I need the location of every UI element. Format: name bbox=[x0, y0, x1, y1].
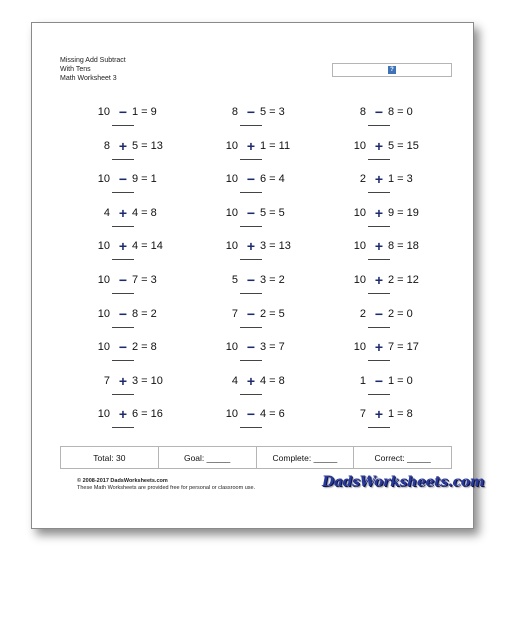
answer-blank[interactable] bbox=[368, 394, 390, 395]
first-operand: 10 bbox=[97, 173, 110, 186]
first-operand: 8 bbox=[359, 106, 366, 118]
operator-sign: − bbox=[246, 272, 256, 288]
first-operand: 7 bbox=[231, 307, 238, 320]
second-operand-and-result: 1 = 11 bbox=[260, 139, 291, 152]
problem bbox=[220, 137, 320, 171]
problem bbox=[92, 237, 192, 271]
first-operand: 7 bbox=[103, 374, 110, 387]
answer-blank[interactable] bbox=[240, 360, 262, 361]
problem-row bbox=[32, 204, 473, 238]
operator-sign: − bbox=[246, 104, 256, 120]
answer-blank[interactable] bbox=[368, 159, 390, 160]
problem-row bbox=[32, 137, 473, 171]
usage-note: These Math Worksheets are provided free for personal or classroom use. bbox=[77, 485, 256, 491]
copyright bbox=[77, 478, 255, 492]
first-operand: 10 bbox=[97, 240, 110, 253]
answer-blank[interactable] bbox=[240, 327, 262, 328]
problem bbox=[348, 170, 448, 204]
problem-row bbox=[32, 372, 473, 406]
second-operand-and-result: 1 = 0 bbox=[388, 374, 413, 387]
operator-sign: + bbox=[118, 238, 128, 255]
problem bbox=[220, 170, 320, 204]
second-operand-and-result: 1 = 3 bbox=[388, 173, 413, 186]
worksheet-subtitle: With Tens bbox=[60, 66, 91, 73]
answer-blank[interactable] bbox=[112, 394, 134, 395]
answer-blank[interactable] bbox=[112, 327, 134, 328]
first-operand: 7 bbox=[359, 408, 366, 421]
second-operand-and-result: 8 = 18 bbox=[388, 240, 419, 253]
problem-row bbox=[32, 305, 473, 339]
second-operand-and-result: 4 = 6 bbox=[260, 408, 285, 421]
first-operand: 10 bbox=[225, 240, 238, 253]
answer-blank[interactable] bbox=[368, 293, 390, 294]
problem-row bbox=[32, 170, 473, 204]
operator-sign: + bbox=[374, 238, 384, 255]
operator-sign: + bbox=[118, 204, 128, 221]
answer-blank[interactable] bbox=[368, 360, 390, 361]
problem-row bbox=[32, 271, 473, 305]
second-operand-and-result: 2 = 0 bbox=[388, 307, 413, 320]
problem bbox=[92, 170, 192, 204]
worksheet-number: Math Worksheet 3 bbox=[60, 75, 117, 82]
second-operand-and-result: 3 = 13 bbox=[260, 240, 291, 253]
first-operand: 2 bbox=[359, 307, 366, 320]
first-operand: 10 bbox=[97, 274, 110, 286]
complete-cell: Complete: _____ bbox=[257, 447, 355, 468]
answer-blank[interactable] bbox=[368, 226, 390, 227]
second-operand-and-result: 8 = 0 bbox=[388, 106, 413, 118]
answer-blank[interactable] bbox=[368, 427, 390, 428]
operator-sign: − bbox=[246, 204, 256, 221]
problem-row bbox=[32, 405, 473, 439]
first-operand: 4 bbox=[103, 206, 110, 219]
answer-blank[interactable] bbox=[240, 226, 262, 227]
second-operand-and-result: 3 = 7 bbox=[260, 341, 285, 354]
second-operand-and-result: 1 = 9 bbox=[132, 106, 157, 118]
second-operand-and-result: 3 = 10 bbox=[132, 374, 163, 387]
first-operand: 10 bbox=[97, 341, 110, 354]
second-operand-and-result: 7 = 17 bbox=[388, 341, 419, 354]
problem bbox=[92, 305, 192, 339]
second-operand-and-result: 8 = 2 bbox=[132, 307, 157, 320]
first-operand: 10 bbox=[353, 341, 366, 354]
second-operand-and-result: 5 = 15 bbox=[388, 139, 419, 152]
problem bbox=[92, 405, 192, 439]
operator-sign: − bbox=[118, 305, 128, 322]
second-operand-and-result: 9 = 19 bbox=[388, 206, 419, 219]
second-operand-and-result: 4 = 8 bbox=[260, 374, 285, 387]
problem bbox=[348, 103, 448, 137]
second-operand-and-result: 5 = 3 bbox=[260, 106, 285, 118]
copyright-line: © 2008-2017 DadsWorksheets.com bbox=[77, 478, 168, 484]
second-operand-and-result: 5 = 5 bbox=[260, 206, 285, 219]
operator-sign: − bbox=[374, 305, 384, 322]
answer-blank[interactable] bbox=[112, 159, 134, 160]
problem bbox=[92, 338, 192, 372]
answer-blank[interactable] bbox=[240, 125, 262, 126]
first-operand: 10 bbox=[353, 274, 366, 286]
operator-sign: + bbox=[374, 339, 384, 356]
problem bbox=[348, 204, 448, 238]
first-operand: 10 bbox=[353, 240, 366, 253]
first-operand: 10 bbox=[225, 139, 238, 152]
second-operand-and-result: 6 = 4 bbox=[260, 173, 285, 186]
answer-blank[interactable] bbox=[112, 259, 134, 260]
problem-row bbox=[32, 237, 473, 271]
second-operand-and-result: 3 = 2 bbox=[260, 274, 285, 286]
operator-sign: + bbox=[246, 137, 256, 154]
problem bbox=[348, 271, 448, 305]
problem bbox=[348, 305, 448, 339]
operator-sign: − bbox=[118, 171, 128, 188]
second-operand-and-result: 7 = 3 bbox=[132, 274, 157, 286]
second-operand-and-result: 6 = 16 bbox=[132, 408, 163, 421]
first-operand: 10 bbox=[225, 341, 238, 354]
first-operand: 1 bbox=[359, 374, 366, 387]
answer-blank[interactable] bbox=[240, 259, 262, 260]
worksheet-header bbox=[60, 56, 126, 83]
first-operand: 10 bbox=[97, 106, 110, 118]
second-operand-and-result: 2 = 12 bbox=[388, 274, 419, 286]
total-cell: Total: 30 bbox=[61, 447, 159, 468]
answer-blank[interactable] bbox=[240, 293, 262, 294]
second-operand-and-result: 1 = 8 bbox=[388, 408, 413, 421]
operator-sign: + bbox=[246, 372, 256, 389]
problem bbox=[220, 103, 320, 137]
first-operand: 10 bbox=[97, 307, 110, 320]
problem bbox=[348, 338, 448, 372]
first-operand: 10 bbox=[353, 139, 366, 152]
operator-sign: + bbox=[374, 171, 384, 188]
problem bbox=[220, 305, 320, 339]
worksheet-page bbox=[31, 22, 485, 529]
operator-sign: − bbox=[246, 305, 256, 322]
problem bbox=[348, 405, 448, 439]
operator-sign: − bbox=[374, 372, 384, 389]
second-operand-and-result: 4 = 14 bbox=[132, 240, 163, 253]
second-operand-and-result: 2 = 8 bbox=[132, 341, 157, 354]
answer-blank[interactable] bbox=[112, 226, 134, 227]
answer-blank[interactable] bbox=[368, 192, 390, 193]
answer-blank[interactable] bbox=[112, 427, 134, 428]
second-operand-and-result: 9 = 1 bbox=[132, 173, 157, 186]
first-operand: 10 bbox=[353, 206, 366, 219]
answer-blank[interactable] bbox=[240, 159, 262, 160]
problem-row bbox=[32, 103, 473, 137]
answer-blank[interactable] bbox=[112, 360, 134, 361]
problem bbox=[92, 137, 192, 171]
first-operand: 10 bbox=[225, 206, 238, 219]
problem bbox=[92, 204, 192, 238]
second-operand-and-result: 2 = 5 bbox=[260, 307, 285, 320]
answer-blank[interactable] bbox=[112, 192, 134, 193]
answer-key-box[interactable] bbox=[332, 63, 452, 77]
problem bbox=[92, 271, 192, 305]
operator-sign: + bbox=[374, 204, 384, 221]
operator-sign: + bbox=[246, 238, 256, 255]
first-operand: 2 bbox=[359, 173, 366, 186]
goal-cell: Goal: _____ bbox=[159, 447, 257, 468]
operator-sign: − bbox=[118, 104, 128, 120]
first-operand: 8 bbox=[231, 106, 238, 118]
operator-sign: + bbox=[374, 272, 384, 288]
operator-sign: − bbox=[118, 272, 128, 288]
answer-blank[interactable] bbox=[112, 293, 134, 294]
problem bbox=[348, 237, 448, 271]
operator-sign: + bbox=[118, 406, 128, 423]
answer-blank[interactable] bbox=[240, 394, 262, 395]
problem bbox=[220, 338, 320, 372]
second-operand-and-result: 4 = 8 bbox=[132, 206, 157, 219]
answer-blank[interactable] bbox=[112, 125, 134, 126]
answer-blank[interactable] bbox=[368, 259, 390, 260]
dadsworksheets-logo: DadsWorksheets.com bbox=[322, 474, 485, 490]
score-table bbox=[60, 446, 452, 469]
first-operand: 5 bbox=[231, 274, 238, 286]
operator-sign: + bbox=[374, 406, 384, 423]
answer-blank[interactable] bbox=[240, 192, 262, 193]
correct-cell: Correct: _____ bbox=[374, 452, 431, 463]
answer-blank[interactable] bbox=[368, 327, 390, 328]
first-operand: 4 bbox=[231, 374, 238, 387]
problem bbox=[348, 137, 448, 171]
operator-sign: + bbox=[118, 372, 128, 389]
operator-sign: − bbox=[374, 104, 384, 120]
first-operand: 10 bbox=[225, 408, 238, 421]
problem bbox=[92, 372, 192, 406]
question-mark-icon[interactable]: ? bbox=[388, 66, 396, 74]
problem bbox=[220, 271, 320, 305]
operator-sign: − bbox=[246, 339, 256, 356]
worksheet-title: Missing Add Subtract bbox=[60, 57, 126, 64]
operator-sign: − bbox=[246, 406, 256, 423]
operator-sign: + bbox=[374, 137, 384, 154]
first-operand: 10 bbox=[97, 408, 110, 421]
problem bbox=[220, 405, 320, 439]
operator-sign: + bbox=[118, 137, 128, 154]
problem-row bbox=[32, 338, 473, 372]
problem bbox=[220, 204, 320, 238]
operator-sign: − bbox=[118, 339, 128, 356]
answer-blank[interactable] bbox=[240, 427, 262, 428]
operator-sign: − bbox=[246, 171, 256, 188]
answer-blank[interactable] bbox=[368, 125, 390, 126]
first-operand: 10 bbox=[225, 173, 238, 186]
second-operand-and-result: 5 = 13 bbox=[132, 139, 163, 152]
problem bbox=[348, 372, 448, 406]
problem bbox=[220, 237, 320, 271]
problem bbox=[92, 103, 192, 137]
first-operand: 8 bbox=[103, 139, 110, 152]
problem bbox=[220, 372, 320, 406]
